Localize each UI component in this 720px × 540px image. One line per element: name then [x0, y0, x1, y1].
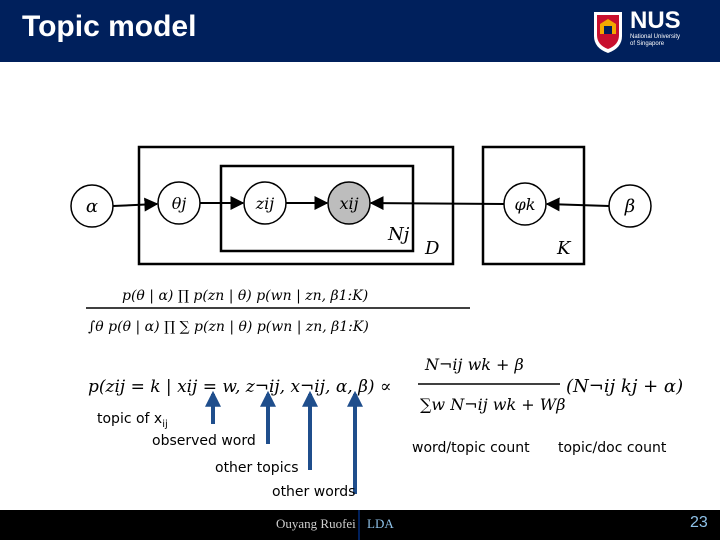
edge-beta-phi: [547, 204, 609, 206]
gibbs-lhs: p(zij = k | xij = w, z¬ij, x¬ij, α, β) ∝: [88, 377, 392, 397]
plate-topics-label: K: [557, 238, 571, 259]
node-theta-label: θj: [171, 194, 187, 213]
node-beta-label: β: [624, 196, 636, 217]
slide-header: [0, 0, 720, 62]
plate-docs-label: D: [425, 238, 440, 259]
nus-logo: [592, 8, 712, 56]
slide-footer: [0, 510, 720, 540]
posterior-numerator: p(θ | α) ∏ p(zn | θ) p(wn | zn, β1:K): [122, 288, 369, 304]
page-number: 23: [690, 514, 708, 531]
posterior-denominator: ∫θ p(θ | α) ∏ ∑ p(zn | θ) p(wn | zn, β1:K): [88, 319, 369, 335]
footer-topic: LDA: [367, 516, 394, 531]
nus-crest-icon: [592, 10, 624, 54]
gibbs-denominator: ∑w N¬ij wk + Wβ: [420, 395, 566, 414]
annotation-word-topic-count: word/topic count: [412, 440, 530, 456]
node-phi-label: φk: [514, 195, 536, 214]
logo-subtext-1: National University: [630, 34, 681, 40]
node-z-label: zij: [255, 194, 275, 213]
logo-wordmark: NUS: [630, 7, 681, 34]
annotation-observed-word: observed word: [152, 433, 256, 449]
edge-phi-x: [371, 203, 504, 204]
edge-alpha-theta: [113, 204, 157, 206]
node-x-label: xij: [339, 194, 359, 213]
annotation-other-words: other words: [272, 484, 356, 500]
plate-words: [221, 166, 413, 251]
annotation-other-topics: other topics: [215, 460, 299, 476]
footer-divider: [358, 510, 360, 540]
gibbs-numerator: N¬ij wk + β: [425, 355, 524, 374]
footer-author: Ouyang Ruofei: [276, 516, 356, 531]
plate-words-label: Nj: [388, 224, 410, 245]
annotation-topic-doc-count: topic/doc count: [558, 440, 667, 456]
node-alpha-label: α: [85, 196, 99, 217]
slide-title: Topic model: [22, 10, 197, 43]
logo-subtext-2: of Singapore: [630, 41, 665, 47]
annotation-topic-of: topic of $x_{ij}$: [97, 411, 168, 430]
gibbs-right-factor: (N¬ij kj + α): [566, 376, 684, 397]
